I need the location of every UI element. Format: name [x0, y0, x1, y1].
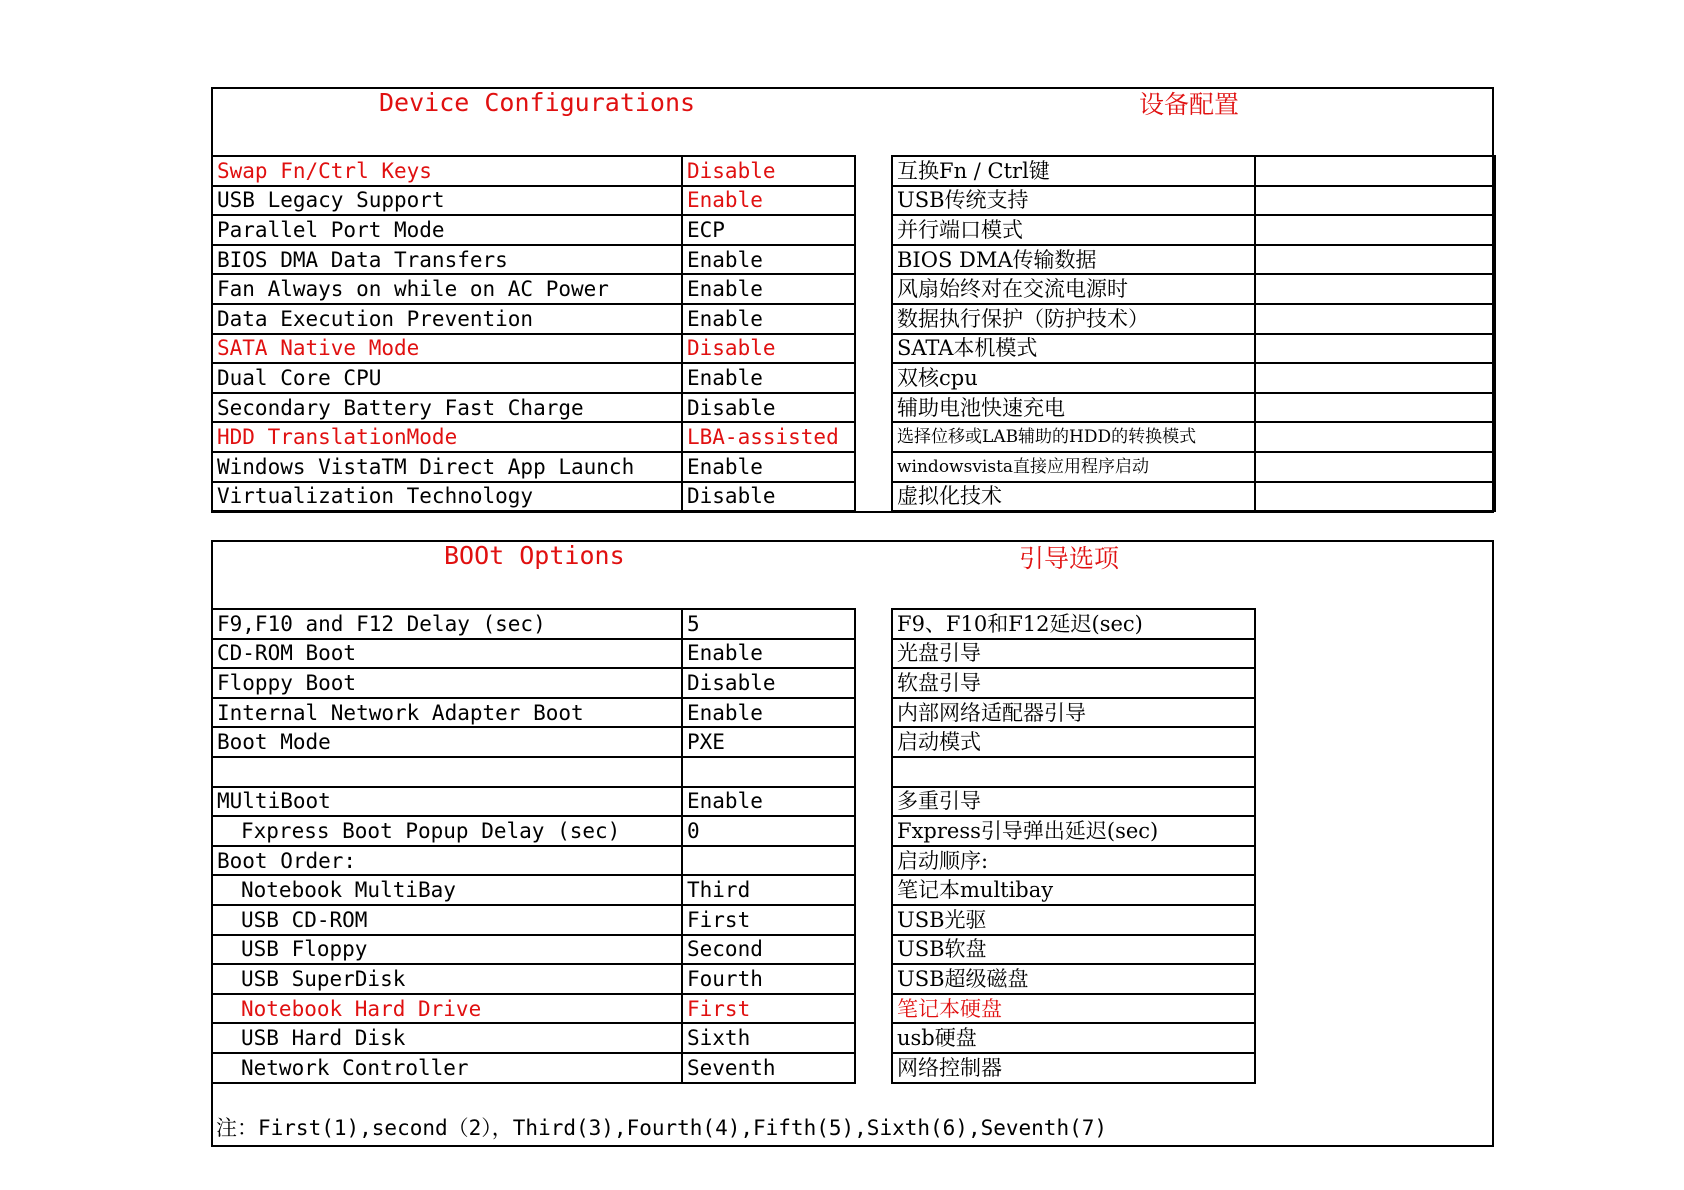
- setting-name: USB Floppy: [212, 935, 682, 965]
- setting-value: Enable: [682, 698, 855, 728]
- table-row: [212, 905, 855, 935]
- setting-name-zh: usb硬盘: [892, 1023, 1255, 1053]
- setting-name: Data Execution Prevention: [212, 304, 682, 334]
- boot-order-note: 注：First(1),second（2），Third(3),Fourth(4),Fifth(5),Sixth(6),Seventh(7): [216, 1116, 1108, 1140]
- boot-options-title: BOOt Options: [444, 541, 625, 570]
- setting-name: MUltiBoot: [212, 787, 682, 817]
- setting-value: First: [682, 994, 855, 1024]
- setting-value: LBA-assisted: [682, 422, 855, 452]
- table-row: [212, 186, 855, 216]
- setting-value: Third: [682, 875, 855, 905]
- setting-name-zh: 光盘引导: [892, 639, 1255, 669]
- table-row: [212, 668, 855, 698]
- setting-value: Enable: [682, 787, 855, 817]
- setting-name: Swap Fn/Ctrl Keys: [212, 156, 682, 186]
- setting-name-zh: 多重引导: [892, 787, 1255, 817]
- table-row: [212, 363, 855, 393]
- setting-name-zh: [892, 757, 1255, 787]
- table-row: [212, 609, 855, 639]
- table-row: [212, 727, 855, 757]
- table-row: [892, 215, 1495, 245]
- setting-name: SATA Native Mode: [212, 334, 682, 364]
- setting-value: Second: [682, 935, 855, 965]
- table-row: [892, 935, 1255, 965]
- setting-name: Notebook MultiBay: [212, 875, 682, 905]
- empty-cell: [1255, 482, 1495, 512]
- setting-name: USB CD-ROM: [212, 905, 682, 935]
- setting-value: PXE: [682, 727, 855, 757]
- table-row: [212, 846, 855, 876]
- setting-name-zh: BIOS DMA传输数据: [892, 245, 1255, 275]
- device-config-title-zh: 设备配置: [1139, 90, 1240, 119]
- table-row: [212, 215, 855, 245]
- setting-name: Notebook Hard Drive: [212, 994, 682, 1024]
- setting-name: USB SuperDisk: [212, 964, 682, 994]
- table-row: [892, 1023, 1255, 1053]
- table-row: [892, 698, 1255, 728]
- empty-cell: [1255, 334, 1495, 364]
- empty-cell: [1255, 363, 1495, 393]
- table-row: [212, 757, 855, 787]
- table-row: [892, 393, 1495, 423]
- setting-value: ECP: [682, 215, 855, 245]
- setting-name-zh: 互换Fn / Ctrl键: [892, 156, 1255, 186]
- table-row: [212, 1023, 855, 1053]
- setting-name-zh: 启动顺序:: [892, 846, 1255, 876]
- table-row: [892, 1053, 1255, 1083]
- setting-value: Disable: [682, 482, 855, 512]
- setting-name: USB Hard Disk: [212, 1023, 682, 1053]
- setting-name: CD-ROM Boot: [212, 639, 682, 669]
- setting-name-zh: 虚拟化技术: [892, 482, 1255, 512]
- table-row: [892, 609, 1255, 639]
- setting-name-zh: 辅助电池快速充电: [892, 393, 1255, 423]
- setting-value: Disable: [682, 393, 855, 423]
- table-row: [892, 245, 1495, 275]
- setting-name: Fxpress Boot Popup Delay (sec): [212, 816, 682, 846]
- empty-cell: [1255, 156, 1495, 186]
- table-row: [892, 304, 1495, 334]
- setting-name-zh: USB传统支持: [892, 186, 1255, 216]
- table-row: [892, 363, 1495, 393]
- table-row: [212, 935, 855, 965]
- table-row: [212, 875, 855, 905]
- table-row: [212, 816, 855, 846]
- setting-name: Parallel Port Mode: [212, 215, 682, 245]
- boot-options-title-zh: 引导选项: [1019, 544, 1120, 573]
- table-row: [212, 304, 855, 334]
- setting-value: Seventh: [682, 1053, 855, 1083]
- empty-cell: [1255, 393, 1495, 423]
- setting-name-zh: 网络控制器: [892, 1053, 1255, 1083]
- device-config-title: Device Configurations: [379, 88, 696, 117]
- table-row: [892, 639, 1255, 669]
- setting-name: Virtualization Technology: [212, 482, 682, 512]
- table-row: [212, 639, 855, 669]
- table-row: [892, 964, 1255, 994]
- table-row: [892, 816, 1255, 846]
- setting-name: F9,F10 and F12 Delay (sec): [212, 609, 682, 639]
- table-row: [212, 994, 855, 1024]
- device-settings-table: [211, 155, 856, 512]
- setting-name-zh: USB光驱: [892, 905, 1255, 935]
- setting-name-zh: 风扇始终对在交流电源时: [892, 274, 1255, 304]
- setting-value: [682, 846, 855, 876]
- setting-name-zh: USB超级磁盘: [892, 964, 1255, 994]
- table-row: [892, 787, 1255, 817]
- table-row: [892, 452, 1495, 482]
- table-row: [892, 875, 1255, 905]
- setting-value: Fourth: [682, 964, 855, 994]
- table-row: [212, 156, 855, 186]
- empty-cell: [1255, 245, 1495, 275]
- table-row: [892, 274, 1495, 304]
- setting-value: Enable: [682, 245, 855, 275]
- setting-name: Secondary Battery Fast Charge: [212, 393, 682, 423]
- setting-name-zh: USB软盘: [892, 935, 1255, 965]
- setting-name-zh: 笔记本multibay: [892, 875, 1255, 905]
- table-row: [892, 186, 1495, 216]
- setting-value: 0: [682, 816, 855, 846]
- setting-name-zh: 启动模式: [892, 727, 1255, 757]
- setting-value: Enable: [682, 304, 855, 334]
- setting-value: Disable: [682, 668, 855, 698]
- setting-name: Boot Order:: [212, 846, 682, 876]
- empty-cell: [1255, 215, 1495, 245]
- setting-name-zh: 笔记本硬盘: [892, 994, 1255, 1024]
- boot-settings-table: [211, 608, 856, 1084]
- setting-name: Fan Always on while on AC Power: [212, 274, 682, 304]
- table-row: [892, 994, 1255, 1024]
- table-row: [212, 482, 855, 512]
- setting-name-zh: 软盘引导: [892, 668, 1255, 698]
- table-row: [892, 757, 1255, 787]
- setting-name-zh: windowsvista直接应用程序启动: [892, 452, 1255, 482]
- setting-value: First: [682, 905, 855, 935]
- setting-name: HDD TranslationMode: [212, 422, 682, 452]
- setting-value: Sixth: [682, 1023, 855, 1053]
- table-row: [212, 1053, 855, 1083]
- table-row: [892, 334, 1495, 364]
- setting-value: Disable: [682, 156, 855, 186]
- table-row: [212, 787, 855, 817]
- table-row: [212, 422, 855, 452]
- table-row: [892, 846, 1255, 876]
- table-row: [892, 156, 1495, 186]
- setting-name-zh: 选择位移或LAB辅助的HDD的转换模式: [892, 422, 1255, 452]
- setting-name-zh: 双核cpu: [892, 363, 1255, 393]
- setting-value: Enable: [682, 363, 855, 393]
- setting-name-zh: SATA本机模式: [892, 334, 1255, 364]
- empty-cell: [1255, 452, 1495, 482]
- setting-value: Enable: [682, 452, 855, 482]
- setting-value: Enable: [682, 186, 855, 216]
- setting-value: 5: [682, 609, 855, 639]
- setting-name: USB Legacy Support: [212, 186, 682, 216]
- table-row: [212, 964, 855, 994]
- setting-value: Enable: [682, 274, 855, 304]
- empty-cell: [1255, 274, 1495, 304]
- setting-name: [212, 757, 682, 787]
- empty-cell: [1255, 186, 1495, 216]
- setting-name-zh: 数据执行保护（防护技术）: [892, 304, 1255, 334]
- setting-value: Enable: [682, 639, 855, 669]
- setting-name-zh: 内部网络适配器引导: [892, 698, 1255, 728]
- setting-name: Boot Mode: [212, 727, 682, 757]
- table-row: [212, 452, 855, 482]
- setting-name: Internal Network Adapter Boot: [212, 698, 682, 728]
- table-row: [892, 727, 1255, 757]
- device-settings-table-zh: [891, 155, 1496, 512]
- setting-name: Network Controller: [212, 1053, 682, 1083]
- setting-value: [682, 757, 855, 787]
- table-row: [212, 274, 855, 304]
- table-row: [892, 905, 1255, 935]
- setting-name-zh: 并行端口模式: [892, 215, 1255, 245]
- setting-name-zh: Fxpress引导弹出延迟(sec): [892, 816, 1255, 846]
- setting-value: Disable: [682, 334, 855, 364]
- table-row: [212, 245, 855, 275]
- table-row: [892, 422, 1495, 452]
- empty-cell: [1255, 422, 1495, 452]
- boot-settings-table-zh: [891, 608, 1256, 1084]
- table-row: [212, 334, 855, 364]
- setting-name-zh: F9、F10和F12延迟(sec): [892, 609, 1255, 639]
- table-row: [892, 668, 1255, 698]
- setting-name: Floppy Boot: [212, 668, 682, 698]
- table-row: [212, 393, 855, 423]
- empty-cell: [1255, 304, 1495, 334]
- table-row: [892, 482, 1495, 512]
- setting-name: Windows VistaTM Direct App Launch: [212, 452, 682, 482]
- setting-name: Dual Core CPU: [212, 363, 682, 393]
- table-row: [212, 698, 855, 728]
- setting-name: BIOS DMA Data Transfers: [212, 245, 682, 275]
